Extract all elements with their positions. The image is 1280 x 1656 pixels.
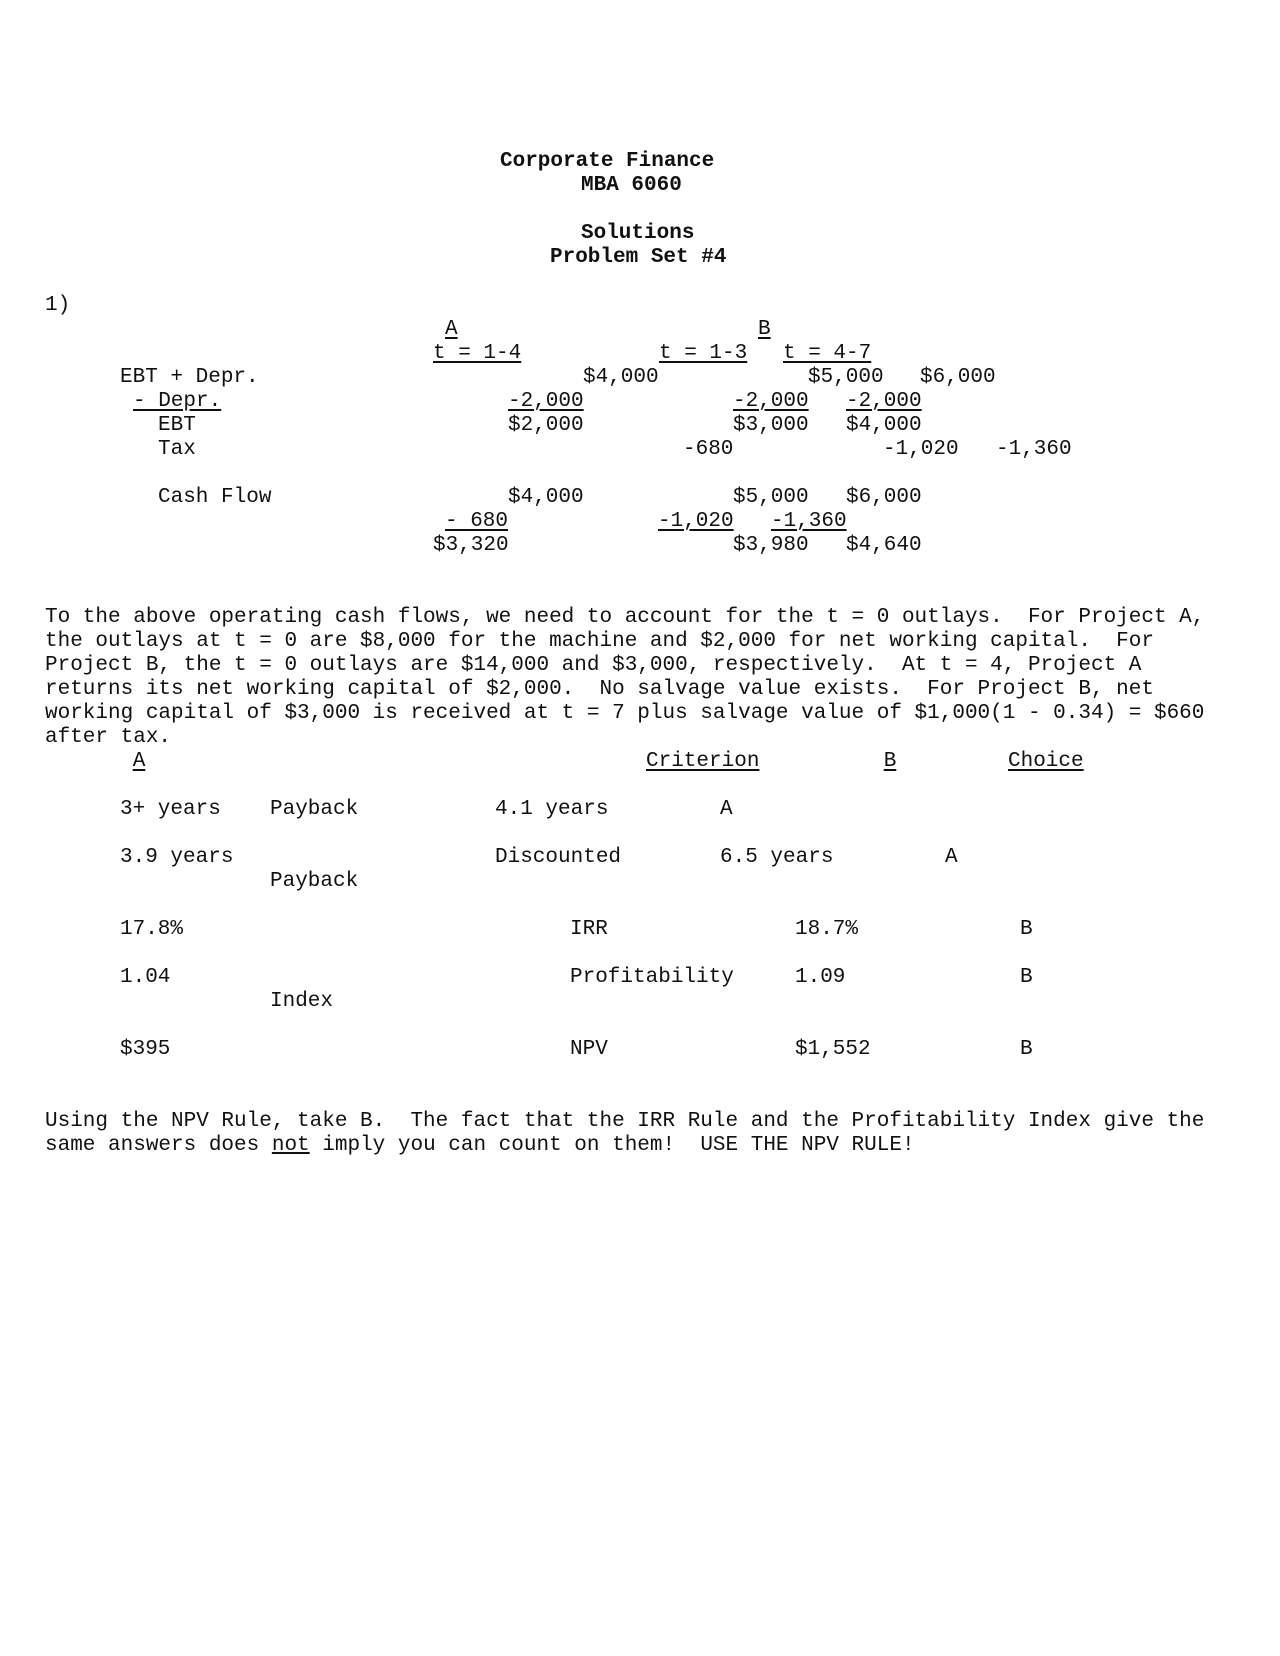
project-a-heading: A bbox=[445, 318, 458, 341]
row-label-ebt: EBT bbox=[158, 414, 196, 437]
row-label-ebt-depr: EBT + Depr. bbox=[120, 366, 259, 389]
course-title: Corporate Finance bbox=[500, 150, 715, 173]
cf-gross-b2: $6,000 bbox=[846, 486, 922, 509]
comparison-row-2-a: 3.9 years bbox=[120, 846, 234, 869]
explanation-line-4: returns its net working capital of $2,000. No salvage value exists. For Project B, net bbox=[45, 678, 1154, 701]
less-depr-b1: -2,000 bbox=[733, 390, 809, 413]
comparison-row-4-b: 1.09 bbox=[795, 966, 846, 989]
comparison-row-3-b: 18.7% bbox=[795, 918, 859, 941]
period-b2: t = 4-7 bbox=[783, 342, 872, 365]
conclusion-emphasis: not bbox=[271, 1134, 310, 1157]
comparison-header-choice: Choice bbox=[1008, 750, 1084, 773]
ebt-b2: $4,000 bbox=[846, 414, 922, 437]
cf-gross-a: $4,000 bbox=[508, 486, 584, 509]
comparison-row-4-criterion-cont: Index bbox=[270, 990, 334, 1013]
comparison-row-2-criterion: Discounted bbox=[495, 846, 622, 869]
conclusion-line-2-post: imply you can count on them! USE THE NPV RULE! bbox=[309, 1134, 915, 1157]
comparison-row-1-choice: A bbox=[720, 798, 733, 821]
comparison-row-2-b: 6.5 years bbox=[720, 846, 834, 869]
row-label-tax: Tax bbox=[158, 438, 196, 461]
ebt-depr-b2: $6,000 bbox=[920, 366, 996, 389]
cf-tax-a: - 680 bbox=[444, 510, 508, 533]
less-depr-a: -2,000 bbox=[508, 390, 584, 413]
period-a: t = 1-4 bbox=[433, 342, 522, 365]
explanation-line-5: working capital of $3,000 is received at t = 7 plus salvage value of $1,000(1 - 0.34) = $660 bbox=[45, 702, 1205, 725]
comparison-row-1-a: 3+ years bbox=[120, 798, 221, 821]
cf-net-b1: $3,980 bbox=[733, 534, 809, 557]
comparison-row-1-criterion: Payback bbox=[270, 798, 359, 821]
problem-set-title: Problem Set #4 bbox=[550, 246, 727, 269]
cf-net-a: $3,320 bbox=[433, 534, 509, 557]
comparison-header-a: A bbox=[132, 750, 146, 773]
course-code: MBA 6060 bbox=[581, 174, 682, 197]
cf-tax-b2: -1,360 bbox=[771, 510, 847, 533]
conclusion-line-1: Using the NPV Rule, take B. The fact that the IRR Rule and the Profitability Index give the bbox=[45, 1110, 1205, 1133]
comparison-row-2-criterion-cont: Payback bbox=[270, 870, 359, 893]
conclusion-line-2 bbox=[45, 1134, 915, 1158]
explanation-line-2: the outlays at t = 0 are $8,000 for the machine and $2,000 for net working capital. For bbox=[45, 630, 1154, 653]
comparison-row-5-criterion: NPV bbox=[570, 1038, 608, 1061]
comparison-row-5-a: $395 bbox=[120, 1038, 171, 1061]
explanation-line-1: To the above operating cash flows, we need to account for the t = 0 outlays. For Project A, bbox=[45, 606, 1205, 629]
comparison-row-2-choice: A bbox=[945, 846, 958, 869]
explanation-line-6: after tax. bbox=[45, 726, 172, 749]
comparison-row-4-choice: B bbox=[1020, 966, 1033, 989]
period-b1: t = 1-3 bbox=[659, 342, 748, 365]
project-b-heading: B bbox=[758, 318, 771, 341]
comparison-row-3-criterion: IRR bbox=[570, 918, 608, 941]
comparison-row-1-b: 4.1 years bbox=[495, 798, 609, 821]
cf-tax-b1: -1,020 bbox=[658, 510, 734, 533]
comparison-row-4-criterion: Profitability bbox=[570, 966, 734, 989]
tax-b1: -1,020 bbox=[883, 438, 959, 461]
explanation-line-3: Project B, the t = 0 outlays are $14,000 and $3,000, respectively. At t = 4, Project A bbox=[45, 654, 1142, 677]
doc-type: Solutions bbox=[581, 222, 695, 245]
row-label-cash-flow: Cash Flow bbox=[158, 486, 272, 509]
comparison-header-criterion: Criterion bbox=[646, 750, 760, 773]
problem-number: 1) bbox=[45, 294, 71, 317]
comparison-row-4-a: 1.04 bbox=[120, 966, 171, 989]
row-label-less-depr: - Depr. bbox=[133, 390, 222, 413]
comparison-row-5-b: $1,552 bbox=[795, 1038, 871, 1061]
conclusion-line-2-pre: same answers does bbox=[45, 1134, 272, 1157]
cf-gross-b1: $5,000 bbox=[733, 486, 809, 509]
ebt-depr-a: $4,000 bbox=[583, 366, 659, 389]
tax-b2: -1,360 bbox=[996, 438, 1072, 461]
tax-a: -680 bbox=[683, 438, 734, 461]
less-depr-b2: -2,000 bbox=[846, 390, 922, 413]
ebt-a: $2,000 bbox=[508, 414, 584, 437]
comparison-row-3-choice: B bbox=[1020, 918, 1033, 941]
comparison-row-5-choice: B bbox=[1020, 1038, 1033, 1061]
comparison-header-b: B bbox=[883, 750, 897, 773]
ebt-b1: $3,000 bbox=[733, 414, 809, 437]
ebt-depr-b1: $5,000 bbox=[808, 366, 884, 389]
cf-net-b2: $4,640 bbox=[846, 534, 922, 557]
comparison-row-3-a: 17.8% bbox=[120, 918, 184, 941]
